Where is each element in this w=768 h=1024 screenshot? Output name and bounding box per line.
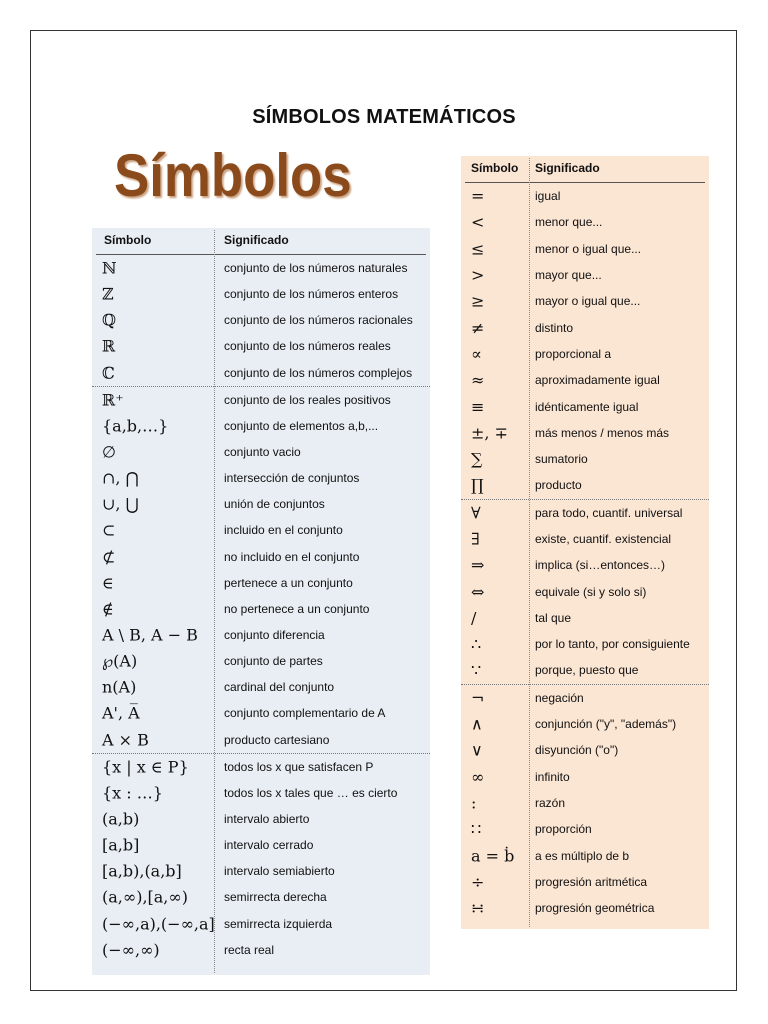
table-row [461, 816, 709, 842]
meaning-cell: conjunto de los reales positivos [224, 392, 391, 407]
table-row [461, 446, 709, 472]
meaning-cell: equivale (si y solo si) [535, 584, 647, 599]
symbol-cell: ∈ [102, 573, 114, 593]
table-row [461, 842, 709, 868]
table-row [461, 499, 709, 526]
table-row [92, 465, 430, 491]
table-row [461, 895, 709, 921]
table-row [92, 780, 430, 806]
table-row [92, 544, 430, 570]
col-meaning-header: Significado [535, 161, 600, 175]
symbol-cell: n(A) [102, 677, 137, 697]
symbol-cell: ∅ [102, 442, 116, 462]
table-body [92, 255, 430, 963]
symbol-cell: ∩, ⋂ [102, 468, 139, 488]
table-row [92, 858, 430, 884]
meaning-cell: producto cartesiano [224, 732, 330, 747]
symbol-cell: ℤ [102, 284, 114, 304]
meaning-cell: recta real [224, 942, 275, 957]
symbol-cell: ∺ [471, 898, 485, 918]
symbol-cell: = [471, 186, 485, 206]
table-row [92, 413, 430, 439]
symbol-cell: ≠ [471, 318, 485, 338]
symbol-cell: ≤ [471, 239, 485, 259]
meaning-cell: semirrecta derecha [224, 890, 327, 905]
table-row [461, 605, 709, 631]
meaning-cell: distinto [535, 320, 574, 335]
meaning-cell: unión de conjuntos [224, 497, 325, 512]
table-row [461, 657, 709, 683]
table-row [461, 764, 709, 790]
table-row [92, 674, 430, 700]
meaning-cell: infinito [535, 769, 570, 784]
symbol-cell: ⇒ [471, 555, 485, 575]
table-row [92, 386, 430, 413]
meaning-cell: proporcional a [535, 346, 612, 361]
symbol-cell: A \ B, A − B [102, 625, 198, 645]
table-row [92, 622, 430, 648]
table-row [461, 684, 709, 711]
meaning-cell: implica (si…entonces…) [535, 558, 666, 573]
meaning-cell: no incluido en el conjunto [224, 549, 360, 564]
symbol-cell: ∀ [471, 503, 481, 523]
symbol-cell: {a,b,…} [102, 416, 169, 436]
table-row [92, 281, 430, 307]
symbol-cell: [a,b),(a,b] [102, 861, 182, 881]
table-row [92, 700, 430, 726]
table-row [92, 333, 430, 359]
table-row [461, 526, 709, 552]
symbol-cell: ∷ [471, 819, 482, 839]
symbol-cell: ℝ⁺ [102, 390, 124, 410]
table-row [92, 727, 430, 753]
meaning-cell: intervalo cerrado [224, 838, 314, 853]
symbol-cell: [a,b] [102, 835, 140, 855]
meaning-cell: conjunto complementario de A [224, 706, 386, 721]
symbol-cell: (−∞,a),(−∞,a] [102, 914, 215, 934]
symbol-cell: ±, ∓ [471, 423, 508, 443]
symbol-cell: ∵ [471, 660, 482, 680]
symbol-cell: ≈ [471, 370, 485, 390]
symbol-cell: ℂ [102, 363, 115, 383]
table-row [461, 262, 709, 288]
symbol-cell: ∨ [471, 740, 483, 760]
symbol-cell: ∃ [471, 529, 480, 549]
meaning-cell: conjunto de elementos a,b,... [224, 418, 379, 433]
table-row [461, 711, 709, 737]
meaning-cell: conjunto de partes [224, 654, 323, 669]
table-row [92, 884, 430, 910]
sets-symbols-table [92, 228, 430, 975]
meaning-cell: porque, puesto que [535, 663, 639, 678]
meaning-cell: todos los x tales que … es cierto [224, 785, 398, 800]
meaning-cell: conjunto de los números reales [224, 339, 391, 354]
table-row [461, 393, 709, 419]
meaning-cell: negación [535, 690, 584, 705]
meaning-cell: razón [535, 795, 566, 810]
symbol-cell: ∞ [471, 767, 485, 787]
table-row [92, 806, 430, 832]
meaning-cell: para todo, cuantif. universal [535, 505, 683, 520]
symbol-cell: {x | x ∈ P} [102, 757, 189, 777]
meaning-cell: idénticamente igual [535, 399, 639, 414]
table-row [92, 911, 430, 937]
symbol-cell: ℕ [102, 258, 117, 278]
symbol-cell: ⊄ [102, 547, 116, 567]
symbol-cell: ℚ [102, 310, 116, 330]
meaning-cell: sumatorio [535, 452, 588, 467]
table-row [461, 631, 709, 657]
meaning-cell: producto [535, 478, 582, 493]
symbol-cell: ∪, ⋃ [102, 494, 139, 514]
meaning-cell: incluido en el conjunto [224, 523, 343, 538]
meaning-cell: semirrecta izquierda [224, 916, 333, 931]
meaning-cell: conjunto de los números enteros [224, 287, 399, 302]
meaning-cell: progresión aritmética [535, 874, 648, 889]
col-symbol-header: Símbolo [104, 233, 152, 247]
meaning-cell: más menos / menos más [535, 425, 670, 440]
table-row [461, 314, 709, 340]
symbol-cell: ∴ [471, 634, 482, 654]
table-row [92, 307, 430, 333]
meaning-cell: todos los x que satisfacen P [224, 759, 374, 774]
symbol-cell: ⇔ [471, 582, 485, 602]
symbol-cell: ℝ [102, 336, 116, 356]
meaning-cell: conjunción ("y", "además") [535, 717, 677, 732]
meaning-cell: intersección de conjuntos [224, 471, 360, 486]
table-row [461, 472, 709, 498]
meaning-cell: pertenece a un conjunto [224, 575, 353, 590]
meaning-cell: intervalo abierto [224, 812, 310, 827]
table-row [461, 341, 709, 367]
symbol-cell: A', A̅ [102, 703, 140, 723]
table-row [92, 517, 430, 543]
table-row [461, 183, 709, 209]
table-row [92, 439, 430, 465]
relations-logic-symbols-table [461, 156, 709, 929]
table-row [92, 255, 430, 281]
meaning-cell: conjunto de los números complejos [224, 365, 413, 380]
table-header [465, 156, 705, 183]
page-title: SÍMBOLOS MATEMÁTICOS [252, 106, 516, 128]
symbol-cell: ∧ [471, 714, 483, 734]
col-meaning-header: Significado [224, 233, 289, 247]
table-row [92, 648, 430, 674]
table-row [92, 937, 430, 963]
symbol-cell: A × B [102, 730, 149, 750]
symbol-cell: ∉ [102, 599, 114, 619]
table-row [461, 869, 709, 895]
table-row [92, 832, 430, 858]
meaning-cell: no pertenece a un conjunto [224, 601, 370, 616]
meaning-cell: cardinal del conjunto [224, 680, 335, 695]
table-row [461, 552, 709, 578]
meaning-cell: progresión geométrica [535, 901, 655, 916]
symbol-cell: (a,∞),[a,∞) [102, 887, 188, 907]
symbol-cell: ¬ [471, 688, 485, 708]
meaning-cell: mayor o igual que... [535, 294, 641, 309]
table-row [92, 360, 430, 386]
meaning-cell: tal que [535, 610, 572, 625]
symbols-heading: Símbolos [114, 142, 352, 209]
table-row [461, 209, 709, 235]
table-row [92, 596, 430, 622]
symbol-cell: (−∞,∞) [102, 940, 160, 960]
meaning-cell: conjunto diferencia [224, 628, 325, 643]
table-row [92, 491, 430, 517]
symbol-cell: < [471, 212, 485, 232]
table-row [461, 288, 709, 314]
table-body [461, 183, 709, 921]
symbol-cell: ℘(A) [102, 651, 138, 671]
symbol-cell: ∏ [471, 475, 484, 495]
meaning-cell: proporción [535, 822, 592, 837]
table-row [461, 420, 709, 446]
symbol-cell: / [471, 608, 477, 628]
symbol-cell: ÷ [471, 872, 485, 892]
meaning-cell: intervalo semiabierto [224, 864, 335, 879]
symbol-cell: (a,b) [102, 809, 140, 829]
meaning-cell: menor o igual que... [535, 241, 642, 256]
meaning-cell: menor que... [535, 215, 603, 230]
table-row [461, 367, 709, 393]
table-row [461, 737, 709, 763]
meaning-cell: conjunto de los números naturales [224, 261, 408, 276]
symbol-cell: > [471, 265, 485, 285]
symbol-cell: {x : …} [102, 783, 163, 803]
meaning-cell: por lo tanto, por consiguiente [535, 637, 690, 652]
table-row [461, 790, 709, 816]
symbol-cell: ⊂ [102, 520, 116, 540]
meaning-cell: existe, cuantif. existencial [535, 532, 672, 546]
table-row [461, 578, 709, 604]
meaning-cell: conjunto vacio [224, 445, 301, 460]
meaning-cell: conjunto de los números racionales [224, 313, 413, 328]
symbol-cell: ∝ [471, 344, 482, 364]
symbol-cell: ≡ [471, 397, 485, 417]
meaning-cell: a es múltiplo de b [535, 848, 630, 863]
symbol-cell: ∑ [471, 449, 483, 469]
table-row [92, 570, 430, 596]
symbol-cell: ≥ [471, 291, 485, 311]
table-row [461, 236, 709, 262]
symbol-cell: a = ḃ [471, 846, 515, 866]
meaning-cell: igual [535, 189, 561, 204]
meaning-cell: disyunción ("o") [535, 743, 619, 758]
col-symbol-header: Símbolo [471, 161, 519, 175]
meaning-cell: mayor que... [535, 268, 602, 283]
table-header [96, 228, 426, 255]
symbol-cell: : [471, 793, 477, 813]
meaning-cell: aproximadamente igual [535, 373, 660, 388]
table-row [92, 753, 430, 780]
